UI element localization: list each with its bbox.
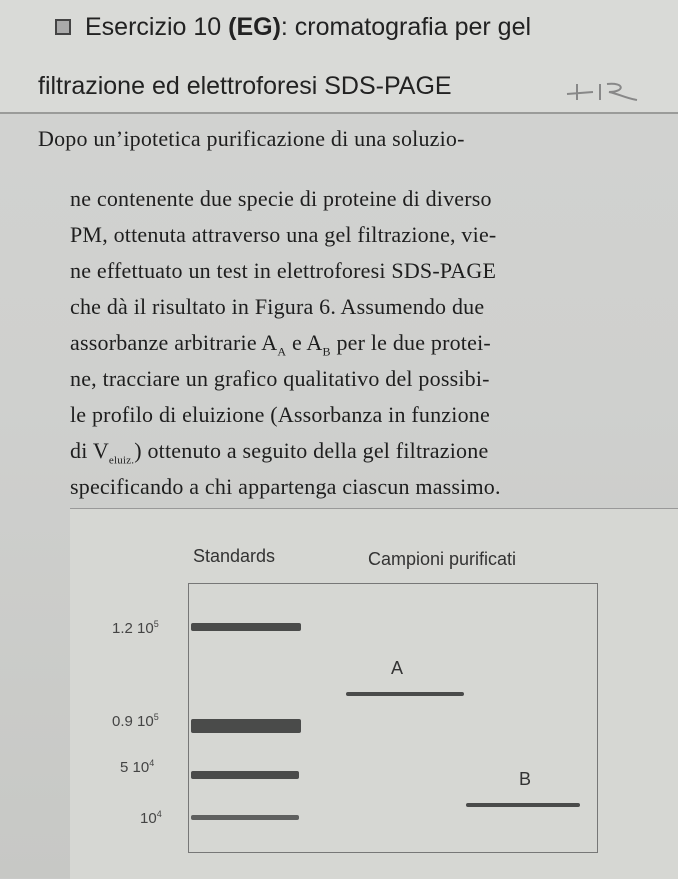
title-bold: (EG) bbox=[228, 13, 281, 41]
body-line-8: le profilo di eluizione (Assorbanza in funzione bbox=[70, 402, 490, 427]
line9-sub: eluiz. bbox=[108, 454, 135, 467]
marker-label-10k: $10^4$ bbox=[140, 809, 162, 827]
line6-sub-a: A bbox=[277, 344, 287, 359]
marker-label-50k: 5 $10^4$ bbox=[120, 758, 155, 776]
body-line-10: specificando a chi appartenga ciascun massimo. bbox=[70, 474, 501, 499]
body-line-5: che dà il risultato in Figura 6. Assumendo due bbox=[70, 294, 485, 319]
body-line-1: Dopo un’ipotetica purificazione di una soluzio- bbox=[38, 126, 465, 151]
standard-band-120k bbox=[191, 623, 301, 631]
title-suffix: : cromatografia per gel bbox=[280, 13, 532, 41]
band-a-label: A bbox=[391, 658, 404, 678]
line9-end: ) ottenuto a seguito della gel filtrazione bbox=[134, 438, 489, 463]
handwritten-mark bbox=[565, 80, 655, 102]
header-divider bbox=[0, 112, 678, 114]
line6-mid: e A bbox=[286, 330, 323, 355]
samples-label: Campioni purificati bbox=[368, 549, 517, 569]
body-line-6 bbox=[70, 330, 491, 359]
exercise-icon bbox=[55, 19, 71, 35]
line6-sub-b: B bbox=[322, 344, 331, 359]
body-line-3: PM, ottenuta attraverso una gel filtrazione, vie- bbox=[70, 222, 497, 247]
body-line-7: ne, tracciare un grafico qualitativo del possibi- bbox=[70, 366, 490, 391]
body-line-2: ne contenente due specie di proteine di diverso bbox=[70, 186, 492, 211]
line9-start: di V bbox=[70, 438, 109, 463]
standard-band-90k bbox=[191, 719, 301, 733]
standard-band-50k bbox=[191, 771, 299, 779]
sample-band-a bbox=[346, 692, 464, 696]
exercise-title-line2: filtrazione ed elettroforesi SDS-PAGE bbox=[38, 72, 452, 100]
body-line-9 bbox=[70, 438, 488, 466]
standard-band-10k bbox=[191, 815, 299, 820]
sample-band-b bbox=[466, 803, 580, 807]
standards-label: Standards bbox=[193, 546, 276, 566]
line6-end: per le due protei- bbox=[330, 330, 491, 355]
exercise-header bbox=[0, 0, 678, 112]
body-line-4: ne effettuato un test in elettroforesi SDS-PAGE bbox=[70, 258, 497, 283]
band-b-label: B bbox=[519, 769, 532, 789]
marker-label-120k: 1.2 $10^5$ bbox=[112, 619, 159, 637]
line6-start: assorbanze arbitrarie A bbox=[70, 330, 278, 355]
exercise-title bbox=[85, 13, 531, 42]
title-prefix: Esercizio 10 bbox=[85, 13, 229, 41]
marker-label-90k: 0.9 $10^5$ bbox=[112, 712, 159, 730]
